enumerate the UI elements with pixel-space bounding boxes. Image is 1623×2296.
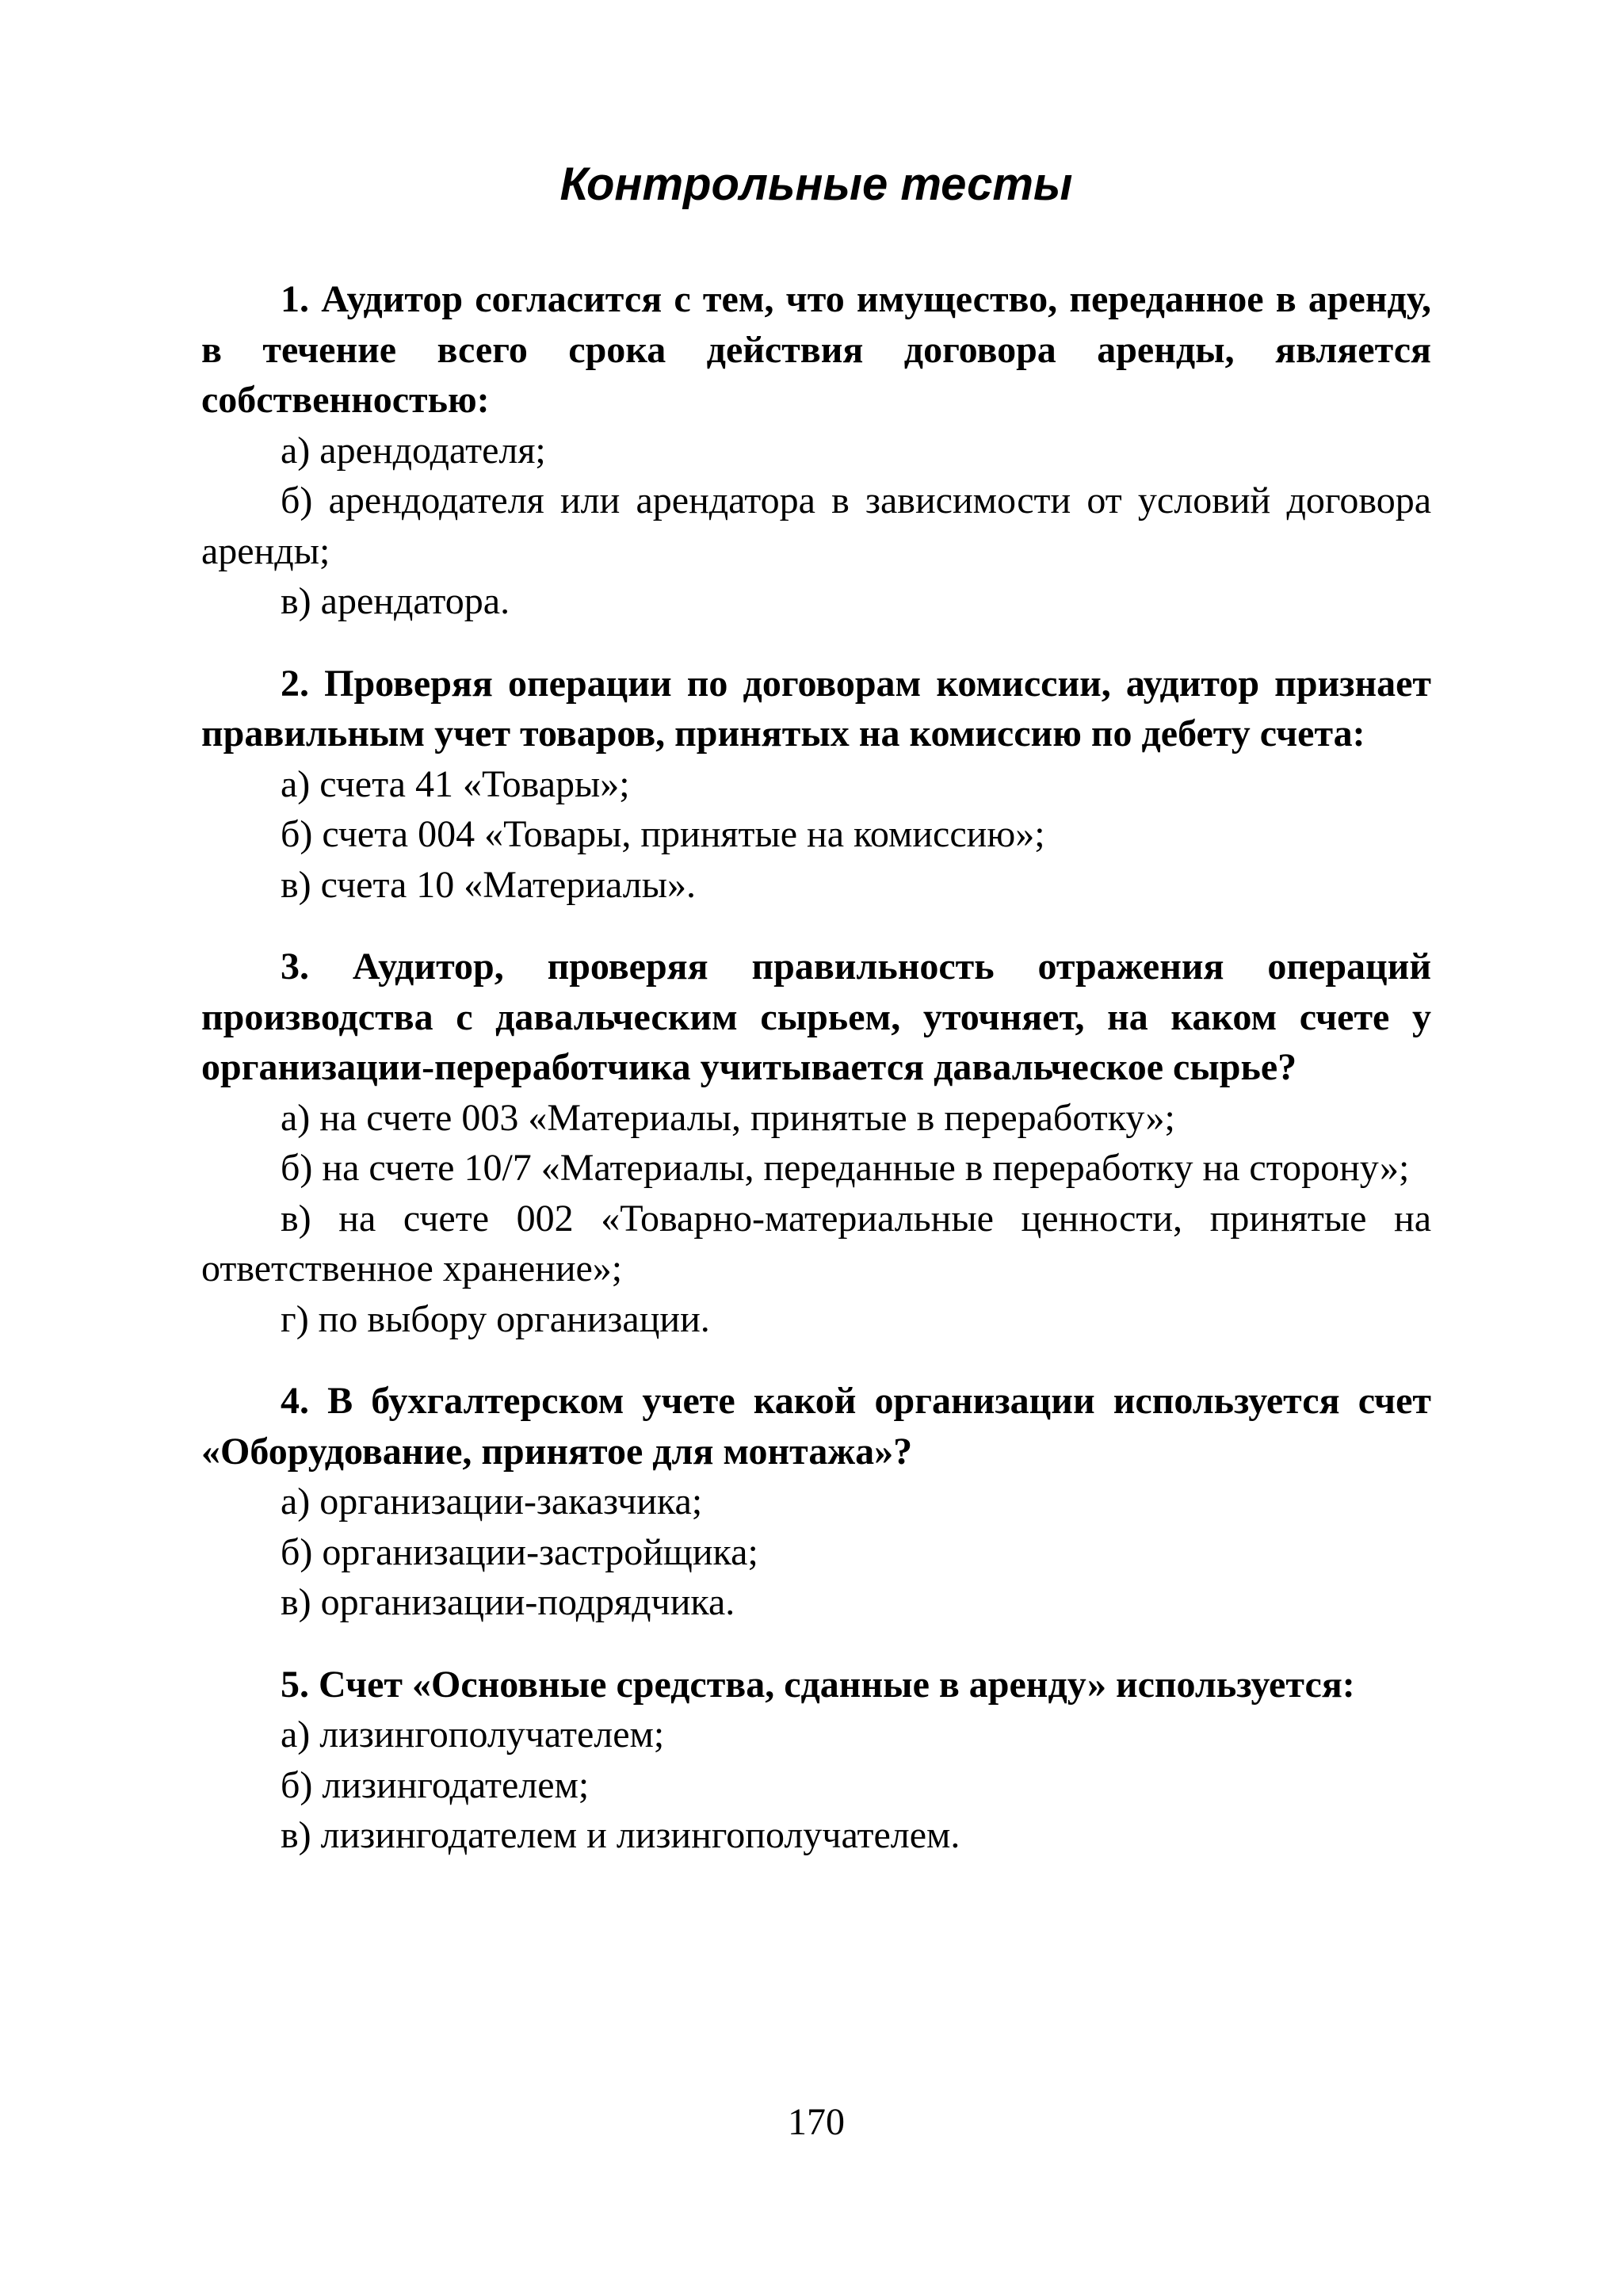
question-text: 2. Проверяя операции по договорам комиссии, аудитор признает правильным учет товаров, принятых на комиссию по дебету счета: — [201, 662, 1431, 755]
question-5 — [201, 1660, 1431, 1861]
question-text: 5. Счет «Основные средства, сданные в аренду» используется: — [281, 1663, 1355, 1706]
answer-option: б) арендодателя или арендатора в зависимости от условий договора аренды; — [201, 479, 1431, 572]
answer-option: в) организации-подрядчика. — [281, 1581, 735, 1623]
answer-option: а) арендодателя; — [281, 429, 546, 472]
question-1 — [201, 274, 1431, 627]
answer-option: в) лизингодателем и лизингополучателем. — [281, 1814, 960, 1856]
page-number: 170 — [788, 2101, 845, 2143]
answer-option: б) лизингодателем; — [281, 1763, 590, 1806]
question-4 — [201, 1376, 1431, 1628]
document-page — [201, 0, 1431, 2296]
question-2 — [201, 659, 1431, 911]
question-text: 4. В бухгалтерском учете какой организации используется счет «Оборудование, принятое для монтажа»? — [201, 1380, 1431, 1473]
answer-option: а) счета 41 «Товары»; — [281, 762, 630, 805]
answer-option: а) на счете 003 «Материалы, принятые в переработку»; — [281, 1096, 1175, 1139]
page-title: Контрольные тесты — [559, 159, 1073, 210]
answer-option: а) лизингополучателем; — [281, 1713, 665, 1755]
answer-option: б) на счете 10/7 «Материалы, переданные в переработку на сторону»; — [281, 1147, 1410, 1189]
answer-option: в) на счете 002 «Товарно-материальные ценности, принятые на ответственное хранение»; — [201, 1197, 1431, 1289]
answer-option: б) счета 004 «Товары, принятые на комиссию»; — [281, 813, 1045, 855]
answer-option: г) по выбору организации. — [281, 1297, 710, 1340]
answer-option: б) организации-застройщика; — [281, 1530, 758, 1573]
answer-option: в) арендатора. — [281, 580, 510, 622]
question-text: 3. Аудитор, проверяя правильность отражения операций производства с давальческим сырьем, уточняет, на каком счете у организации-переработчика учитывается давальческое сырье? — [201, 946, 1431, 1088]
questions-list — [201, 274, 1431, 1893]
question-3 — [201, 942, 1431, 1344]
answer-option: в) счета 10 «Материалы». — [281, 863, 696, 906]
question-text: 1. Аудитор согласится с тем, что имущество, переданное в аренду, в течение всего срока действия договора аренды, является собственностью: — [201, 278, 1431, 421]
answer-option: а) организации-заказчика; — [281, 1480, 703, 1522]
